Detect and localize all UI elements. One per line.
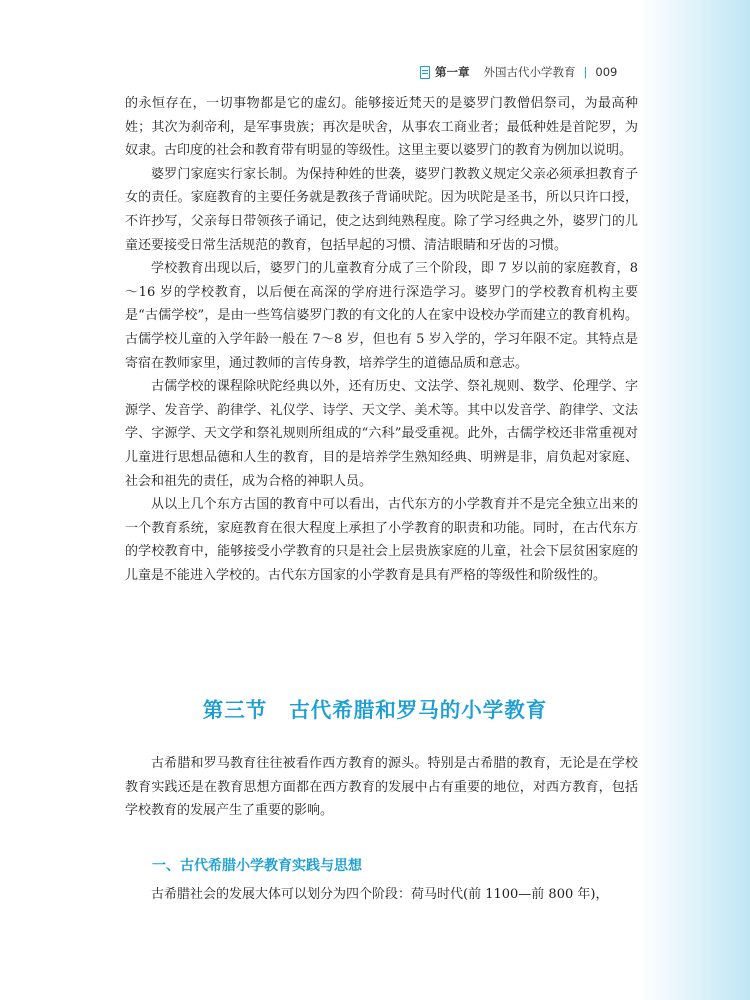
page-edge-band — [640, 0, 750, 1000]
subsection-heading: 一、古代希腊小学教育实践与思想 — [152, 858, 362, 874]
book-icon — [420, 66, 430, 79]
section-number: 第三节 — [202, 698, 268, 722]
page-number: 009 — [595, 65, 618, 79]
header-separator: | — [583, 65, 588, 79]
section-title — [0, 693, 750, 723]
paragraph: 学校教育出现以后，婆罗门的儿童教育分成了三个阶段，即 7 岁以前的家庭教育，8～16 岁的学校教育，以后便在高深的学府进行深造学习。婆罗门的学校教育机构主要是“古儒学校”，是由一些笃信婆罗门教的有文化的人在家中设校办学而建立的教育机构。古儒学校儿童的入学年龄一般在 7～8 岁，但也有 5 岁入学的，学习年限不定。其特点是寄宿在教师家里，通过教师的言传身教，培养学生的道德品质和意志。 — [125, 261, 638, 371]
paragraph: 从以上几个东方古国的教育中可以看出，古代东方的小学教育并不是完全独立出来的一个教育系统，家庭教育在很大程度上承担了小学教育的职责和功能。同时，在古代东方的学校教育中，能够接受小学教育的只是社会上层贵族家庭的儿童，社会下层贫困家庭的儿童是不能进入学校的。古代东方国家的小学教育是具有严格的等级性和阶级性的。 — [125, 497, 638, 583]
body-text — [125, 92, 638, 587]
subsection-body — [125, 883, 638, 907]
header-title: 外国古代小学教育 — [483, 65, 576, 79]
section-title-text: 古代希腊和罗马的小学教育 — [289, 698, 548, 722]
paragraph: 古儒学校的课程除吠陀经典以外，还有历史、文法学、祭礼规则、数学、伦理学、字源学、发音学、韵律学、礼仪学、诗学、天文学、美术等。其中以发音学、韵律学、文法学、字源学、天文学和祭礼规则所组成的“六科”最受重视。此外，古儒学校还非常重视对儿童进行思想品德和人生的教育，目的是培养学生熟知经典、明辨是非，肩负起对家庭、社会和祖先的责任，成为合格的神职人员。 — [125, 379, 638, 489]
running-header — [420, 63, 640, 81]
paragraph: 古希腊社会的发展大体可以划分为四个阶段：荷马时代(前 1100—前 800 年)， — [151, 887, 609, 902]
section-intro — [125, 752, 638, 823]
paragraph: 婆罗门家庭实行家长制。为保持种姓的世袭，婆罗门教教义规定父亲必须承担教育子女的责任。家庭教育的主要任务就是教孩子背诵吠陀。因为吠陀是圣书，所以只许口授，不许抄写，父亲每日带领孩子诵记，使之达到纯熟程度。除了学习经典之外，婆罗门的儿童还要接受日常生活规范的教育，包括早起的习惯、清洁眼睛和牙齿的习惯。 — [125, 166, 638, 253]
paragraph: 的永恒存在，一切事物都是它的虚幻。能够接近梵天的是婆罗门教僧侣祭司，为最高种姓；其次为刹帝利，是军事贵族；再次是吠舍，从事农工商业者；最低种姓是首陀罗，为奴隶。古印度的社会和教育带有明显的等级性。这里主要以婆罗门的教育为例加以说明。 — [125, 96, 638, 159]
header-chapter: 第一章 — [435, 65, 470, 79]
paragraph: 古希腊和罗马教育往往被看作西方教育的源头。特别是古希腊的教育，无论是在学校教育实践还是在教育思想方面都在西方教育的发展中占有重要的地位，对西方教育，包括学校教育的发展产生了重要的影响。 — [125, 756, 638, 819]
